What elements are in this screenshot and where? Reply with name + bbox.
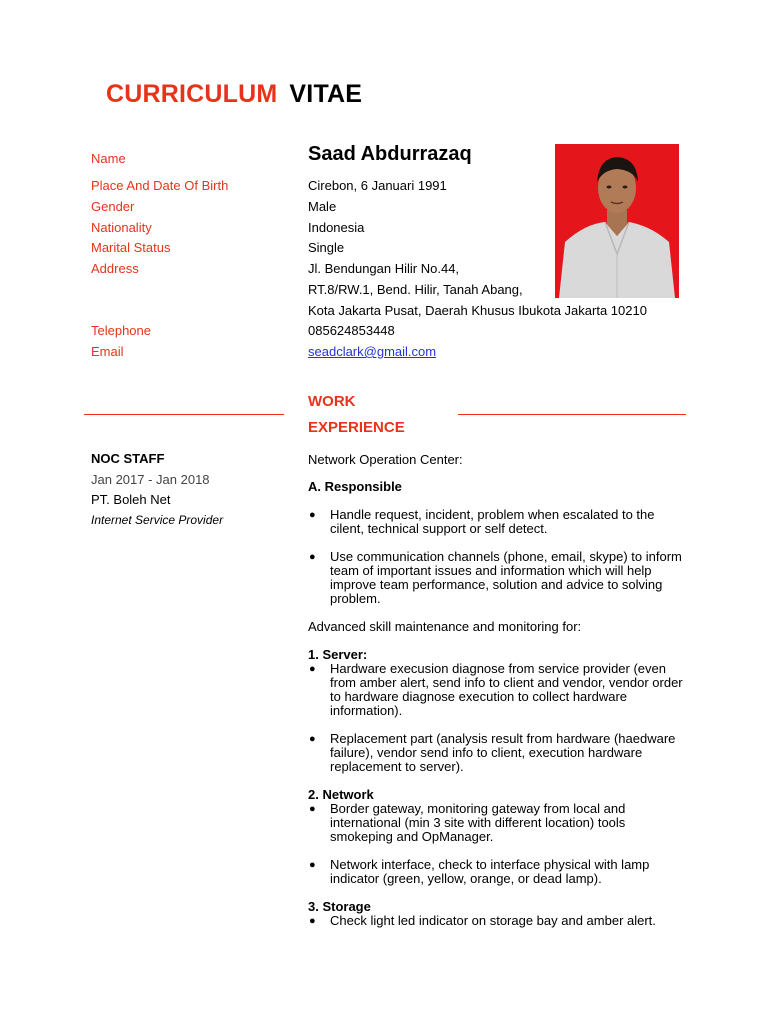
marital-label: Marital Status — [91, 240, 171, 255]
birth-label: Place And Date Of Birth — [91, 178, 229, 193]
birth-value: Cirebon, 6 Januari 1991 — [308, 178, 447, 193]
bullet-icon: ● — [309, 509, 316, 521]
email-link[interactable]: seadclark@gmail.com — [308, 344, 437, 359]
list-item-text: Handle request, incident, problem when escalated to the cilent, technical support or self detect. — [330, 507, 655, 536]
person-name: Saad Abdurrazaq — [308, 143, 472, 165]
person-portrait-icon — [555, 144, 679, 298]
job-company-type: Internet Service Provider — [91, 513, 224, 527]
list-item-text: Border gateway, monitoring gateway from local and international (min 3 site with different location) tools smokeping and OpManager. — [330, 801, 626, 844]
list-item-text: Hardware execusion diagnose from service provider (even from amber alert, send info to client and vendor, vendor order to hardware diagnose execution to collect hardware information). — [330, 661, 683, 718]
gender-value: Male — [308, 199, 337, 214]
list-item-text: Use communication channels (phone, email, skype) to inform team of important issues and information which will help improve team performance, solution and advice to solving problem. — [330, 549, 682, 606]
work-intro: Network Operation Center: — [308, 452, 463, 467]
bullet-icon: ● — [309, 733, 316, 745]
profile-photo — [555, 144, 679, 298]
nationality-label: Nationality — [91, 220, 152, 235]
bullet-icon: ● — [309, 803, 316, 815]
list-item-text: Network interface, check to interface physical with lamp indicator (green, yellow, orange, or dead lamp). — [330, 857, 650, 886]
telephone-label: Telephone — [91, 323, 151, 338]
telephone-value: 085624853448 — [308, 323, 395, 338]
marital-value: Single — [308, 240, 345, 255]
divider-left — [84, 414, 284, 415]
address-line-2: RT.8/RW.1, Bend. Hilir, Tanah Abang, — [308, 282, 523, 297]
document-title — [106, 80, 362, 109]
email-label: Email — [91, 344, 124, 359]
address-line-1: Jl. Bendungan Hilir No.44, — [308, 261, 460, 276]
nationality-value: Indonesia — [308, 220, 365, 235]
title-part-curriculum: CURRICULUM — [106, 80, 278, 108]
title-part-vitae: VITAE — [289, 80, 363, 108]
bullet-icon: ● — [309, 663, 316, 675]
job-role: NOC STAFF — [91, 451, 165, 466]
bullet-icon: ● — [309, 859, 316, 871]
bullet-icon: ● — [309, 915, 316, 927]
advanced-intro: Advanced skill maintenance and monitoring for: — [308, 619, 582, 634]
list-item-text: Check light led indicator on storage bay and amber alert. — [330, 913, 656, 928]
divider-right — [458, 414, 686, 415]
job-company: PT. Boleh Net — [91, 492, 171, 507]
address-label: Address — [91, 261, 139, 276]
address-line-3: Kota Jakarta Pusat, Daerah Khusus Ibukota Jakarta 10210 — [308, 303, 647, 318]
bullet-icon: ● — [309, 551, 316, 563]
responsible-heading: A. Responsible — [308, 479, 402, 494]
list-item-text: Replacement part (analysis result from hardware (haedware failure), vendor send info to client, execution hardware replacement to server). — [330, 731, 676, 774]
storage-heading: 3. Storage — [308, 899, 371, 914]
name-label: Name — [91, 151, 126, 166]
work-heading-line1: WORK — [308, 393, 356, 410]
work-heading-line2: EXPERIENCE — [308, 419, 405, 436]
server-heading: 1. Server: — [308, 647, 368, 662]
job-period: Jan 2017 - Jan 2018 — [91, 472, 210, 487]
network-heading: 2. Network — [308, 787, 374, 802]
gender-label: Gender — [91, 199, 135, 214]
